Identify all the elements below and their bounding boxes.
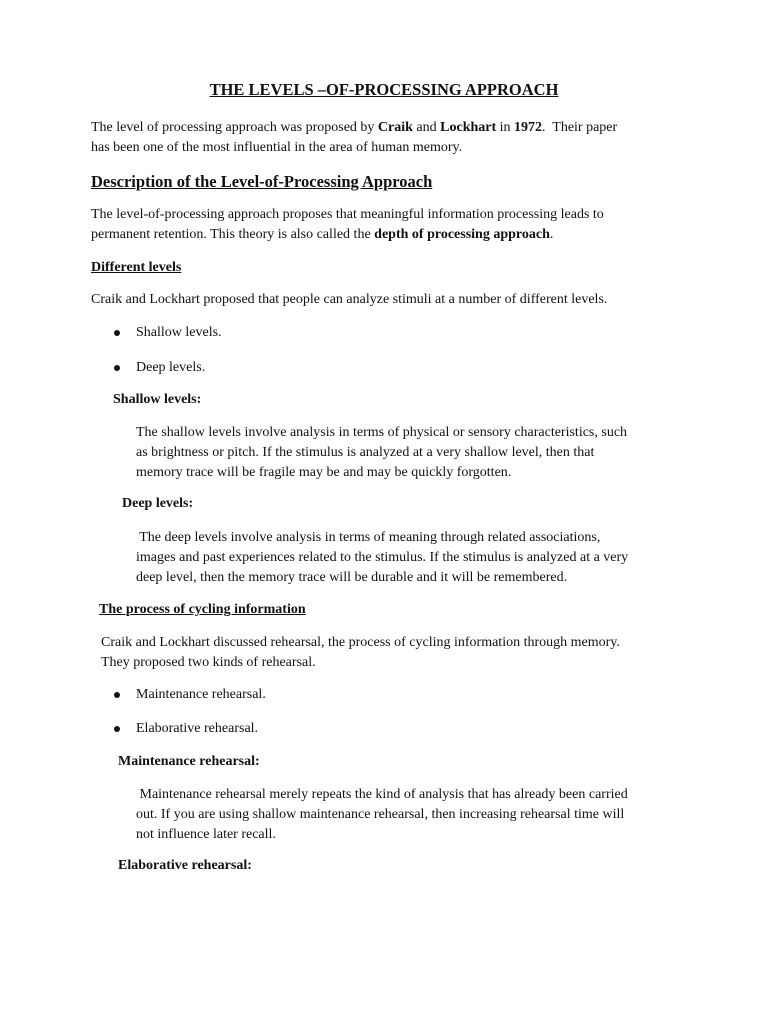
intro-text-4: . Their paper bbox=[542, 120, 618, 135]
subheading-elaborative-rehearsal: Elaborative rehearsal: bbox=[118, 858, 252, 873]
list-item bbox=[136, 323, 222, 343]
intro-line-2: has been one of the most influential in the area of human memory. bbox=[91, 140, 463, 155]
deep-paragraph bbox=[136, 528, 628, 588]
description-paragraph bbox=[91, 205, 604, 245]
deep-line-2: images and past experiences related to the stimulus. If the stimulus is analyzed at a very bbox=[136, 550, 629, 565]
cycling-paragraph bbox=[101, 633, 620, 673]
intro-text-3: in bbox=[496, 120, 515, 135]
subheading-shallow-levels: Shallow levels: bbox=[113, 392, 202, 407]
subheading-deep-levels: Deep levels: bbox=[122, 496, 194, 511]
intro-paragraph bbox=[91, 118, 617, 158]
list-item bbox=[136, 358, 205, 378]
description-depth-term: depth of processing approach bbox=[374, 227, 550, 242]
description-line-1: The level-of-processing approach proposes that meaningful information processing leads to bbox=[91, 207, 604, 222]
list-item-label: Elaborative rehearsal. bbox=[136, 721, 259, 736]
intro-craik: Craik bbox=[377, 120, 413, 135]
shallow-line-1: The shallow levels involve analysis in terms of physical or sensory characteristics, such bbox=[136, 425, 628, 440]
cycling-line-2: They proposed two kinds of rehearsal. bbox=[101, 655, 316, 670]
maintenance-line-3: not influence later recall. bbox=[136, 827, 276, 842]
deep-line-1: The deep levels involve analysis in terms of meaning through related associations, bbox=[136, 530, 601, 545]
page-title: THE LEVELS –OF-PROCESSING APPROACH bbox=[209, 80, 559, 99]
maintenance-line-2: out. If you are using shallow maintenance rehearsal, then increasing rehearsal time will bbox=[136, 807, 625, 822]
subheading-maintenance-rehearsal: Maintenance rehearsal: bbox=[118, 754, 260, 769]
intro-lockhart: Lockhart bbox=[440, 120, 497, 135]
maintenance-line-1: Maintenance rehearsal merely repeats the kind of analysis that has already been carried bbox=[136, 787, 628, 802]
intro-text-2: and bbox=[412, 120, 441, 135]
deep-line-3: deep level, then the memory trace will be durable and it will be remembered. bbox=[136, 570, 568, 585]
list-item-label: Deep levels. bbox=[136, 360, 206, 375]
list-item-label: Shallow levels. bbox=[136, 325, 222, 340]
list-item bbox=[136, 685, 266, 705]
list-item-label: Maintenance rehearsal. bbox=[136, 687, 266, 702]
list-item bbox=[136, 719, 258, 739]
different-levels-text: Craik and Lockhart proposed that people can analyze stimuli at a number of different levels. bbox=[91, 292, 608, 307]
shallow-line-3: memory trace will be fragile may be and may be quickly forgotten. bbox=[136, 465, 512, 480]
intro-text-1: The level of processing approach was proposed by bbox=[91, 120, 378, 135]
subheading-different-levels: Different levels bbox=[91, 260, 182, 275]
intro-year: 1972 bbox=[514, 120, 543, 135]
maintenance-paragraph bbox=[136, 785, 628, 845]
subheading-cycling-information: The process of cycling information bbox=[99, 602, 306, 617]
bullet-icon bbox=[114, 330, 120, 336]
bullet-icon bbox=[114, 365, 120, 371]
bullet-icon bbox=[114, 726, 120, 732]
bullet-icon bbox=[114, 692, 120, 698]
shallow-line-2: as brightness or pitch. If the stimulus is analyzed at a very shallow level, then that bbox=[136, 445, 595, 460]
cycling-line-1: Craik and Lockhart discussed rehearsal, the process of cycling information through memory. bbox=[101, 635, 620, 650]
description-line-2-suffix: . bbox=[549, 227, 554, 242]
description-line-2-prefix: permanent retention. This theory is also called the bbox=[91, 227, 375, 242]
shallow-paragraph bbox=[136, 423, 627, 483]
section-heading-description: Description of the Level-of-Processing Approach bbox=[91, 172, 433, 191]
